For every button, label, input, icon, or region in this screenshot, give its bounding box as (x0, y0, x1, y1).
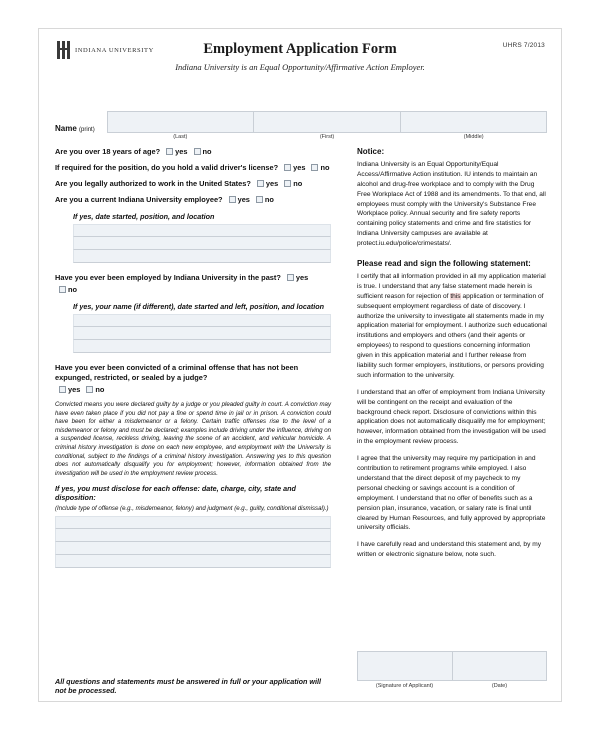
question-past-employee-no[interactable]: no (59, 285, 77, 295)
text-line[interactable] (55, 555, 331, 568)
signature-input[interactable] (358, 652, 453, 680)
checkbox-icon[interactable] (59, 286, 66, 293)
conviction-fine-print: Convicted means you were declared guilty by a judge or you pleaded guilty in court. A conviction may have even taken place if you did not pay a fine or spend time in jail or in prison. A conviction could have been for either a misdemeanor or a felony. Certain traffic offenses rise to the level of a misdemeanor or felony and must be declared; examples include driving under the influence, driving on a suspended license, reckless driving, leaving the scene of an accident, and vehicular homicide. A criminal history investigation is done on each new employee, and employment with the University is conditional, subject to the findings of a criminal history investigation. Answering yes to this question does not automatically disqualify you for employment; however, information obtained from the investigation will be used in the employment review process. (55, 400, 331, 477)
text-line[interactable] (73, 237, 331, 250)
signature-area (357, 651, 547, 689)
benefits-paragraph: I agree that the university may require my participation in and contribution to retirement programs while employed. I also understand that the direct deposit of my paycheck to my personal checking or savings account is a condition of employment. I understand that no offer of benefits such as a pension plan, insurance, vacation, or salary rate is final until cleared by Human Resources, and fully approved by appropriate university officials. (357, 455, 546, 532)
text-line[interactable] (55, 542, 331, 555)
checkbox-icon[interactable] (86, 386, 93, 393)
checkbox-icon[interactable] (287, 274, 294, 281)
text-line[interactable] (73, 224, 331, 237)
question-age-yes[interactable]: yes (166, 147, 187, 157)
text-line[interactable] (73, 327, 331, 340)
text-line[interactable] (73, 314, 331, 327)
subquestion-current-details: If yes, date started, position, and location (73, 211, 215, 221)
university-name: INDIANA UNIVERSITY (75, 46, 154, 54)
text-line[interactable] (73, 340, 331, 353)
form-sheet (38, 28, 562, 702)
right-column (357, 147, 547, 567)
question-age-no[interactable]: no (194, 147, 212, 157)
current-details-lines (73, 224, 331, 263)
page-subtitle: Indiana University is an Equal Opportunity/Affirmative Action Employer. (175, 62, 425, 72)
question-license-yes[interactable]: yes (284, 163, 305, 173)
notice-body: Indiana University is an Equal Opportunity/Equal Access/Affirmative Action institution. IU intends to maintain an alcohol and drug-free workplace and to comply with the Drug Free Workplace Act of 1988 and its amendments. To that end, all employees must comply with the University's Substance Free Workplace policy. Annual security and fire safety reports containing policy statements and crime and fire statistics for Indiana University campuses are available at protect.iu.edu/police/crimestats/. (357, 161, 546, 248)
read-sign-heading: Please read and sign the following statement: (357, 259, 531, 269)
question-current-employee: Are you a current Indiana University employee? yes no (55, 194, 274, 204)
question-age: Are you over 18 years of age? yes no (55, 147, 212, 156)
question-past-employee: Have you ever been employed by Indiana University in the past? yes no (55, 272, 309, 294)
question-license-no[interactable]: no (311, 163, 329, 173)
question-current-employee-no[interactable]: no (256, 195, 274, 205)
text-line[interactable] (55, 516, 331, 529)
subquestion-past-details: If yes, your name (if different), date started and left, position, and location (73, 301, 325, 311)
checkbox-icon[interactable] (257, 180, 264, 187)
question-conviction-yes[interactable]: yes (59, 385, 80, 395)
question-authorized-yes[interactable]: yes (257, 179, 278, 189)
text-line[interactable] (55, 529, 331, 542)
highlighted-word: this (450, 292, 461, 300)
checkbox-icon[interactable] (284, 180, 291, 187)
middle-name-caption: (Middle) (463, 134, 484, 140)
last-name-input[interactable] (107, 111, 253, 133)
signature-caption: (Signature of Applicant) (375, 683, 434, 689)
question-current-employee-yes[interactable]: yes (229, 195, 250, 205)
text-line[interactable] (73, 250, 331, 263)
middle-name-input[interactable] (400, 111, 547, 133)
footer-note: All questions and statements must be answered in full or your application will not be processed. (55, 677, 321, 696)
question-past-employee-yes[interactable]: yes (287, 273, 308, 283)
question-license: If required for the position, do you hold a valid driver's license? yes no (55, 162, 330, 172)
checkbox-icon[interactable] (194, 148, 201, 155)
date-caption: (Date) (491, 683, 508, 689)
notice-heading: Notice: (357, 147, 385, 156)
background-check-paragraph: I understand that an offer of employment from Indiana University will be contingent on the receipt and evaluation of the background check report. Disclosure of convictions within this application does not automatically disqualify me for employment; however, information obtained from the investigation will be used in the employment review process. (357, 388, 546, 446)
form-header (39, 29, 561, 89)
name-label: Name (print) (55, 124, 95, 133)
acknowledgement-paragraph: I have carefully read and understand this statement and, by my written or electronic signature below, note such. (357, 541, 541, 559)
disclose-prompt: If yes, you must disclose for each offense: date, charge, city, state and disposition: (55, 483, 296, 502)
checkbox-icon[interactable] (256, 196, 263, 203)
disclose-hint: (Include type of offense (e.g., misdemeanor, felony) and judgment (e.g., guilty, conditional dismissal).) (55, 504, 329, 512)
checkbox-icon[interactable] (284, 164, 291, 171)
checkbox-icon[interactable] (229, 196, 236, 203)
date-input[interactable] (453, 652, 547, 680)
checkbox-icon[interactable] (59, 386, 66, 393)
question-conviction: Have you ever been convicted of a criminal offense that has not been expunged, restricted, or sealed by a judge? yes no (55, 362, 299, 394)
disclose-lines (55, 516, 331, 568)
page-title: Employment Application Form (203, 41, 397, 57)
first-name-input[interactable] (253, 111, 399, 133)
checkbox-icon[interactable] (166, 148, 173, 155)
question-authorized: Are you legally authorized to work in the United States? yes no (55, 178, 303, 188)
document-code: UHRS 7/2013 (502, 42, 545, 49)
certification-paragraph: I certify that all information provided in all my application material is true. I understand that any false statement made herein is sufficient reason for rejection of this application or termination of subsequent employment regardless of date of discovery. I authorize the university to investigate all statements made in my application material for employment. I authorize such educational institutions and employers and others (and their agents or employees) to respond to questions concerning information given in this application material and I further release from liability such former employers, institutions, or persons providing such information to the university. (357, 273, 547, 379)
checkbox-icon[interactable] (311, 164, 318, 171)
question-authorized-no[interactable]: no (284, 179, 302, 189)
last-name-caption: (Last) (173, 134, 188, 140)
past-details-lines (73, 314, 331, 353)
left-column (55, 147, 331, 568)
question-conviction-no[interactable]: no (86, 385, 104, 395)
first-name-caption: (First) (319, 134, 335, 140)
